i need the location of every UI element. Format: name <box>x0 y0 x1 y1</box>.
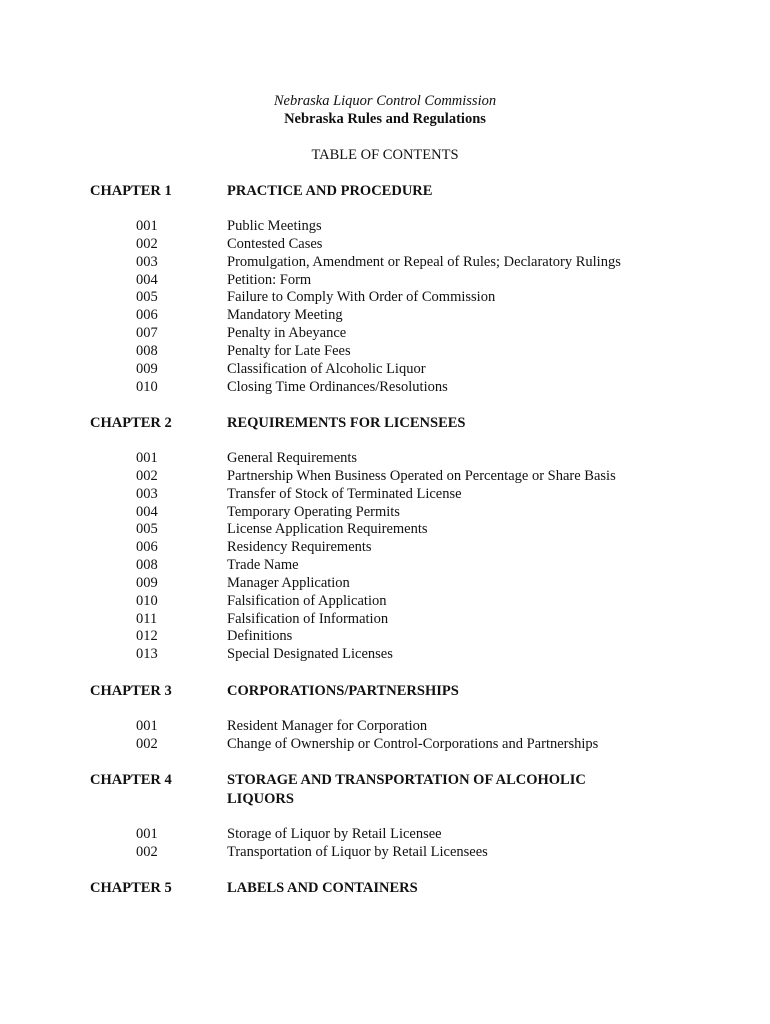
section-list <box>90 826 690 862</box>
section-title: Storage of Liquor by Retail Licensee <box>227 826 442 842</box>
section-row <box>90 539 690 557</box>
section-row <box>90 826 690 844</box>
section-title: Contested Cases <box>227 235 323 252</box>
chapter-number: CHAPTER 3 <box>90 683 172 699</box>
section-number: 004 <box>136 271 158 288</box>
document-title: Nebraska Rules and Regulations <box>284 111 486 127</box>
section-row <box>90 379 690 397</box>
section-row <box>90 611 690 629</box>
section-number: 006 <box>136 539 158 556</box>
section-number: 011 <box>136 610 158 627</box>
section-number: 003 <box>136 485 158 502</box>
section-number: 008 <box>136 557 158 574</box>
toc-heading: TABLE OF CONTENTS <box>311 147 459 163</box>
section-row <box>90 844 690 862</box>
section-title: Classification of Alcoholic Liquor <box>227 360 426 377</box>
section-row <box>90 468 690 486</box>
section-title: Definitions <box>227 628 293 645</box>
section-title: License Application Requirements <box>227 521 428 538</box>
section-title: Change of Ownership or Control-Corporations and Partnerships <box>227 735 599 752</box>
section-number: 002 <box>136 235 158 252</box>
section-title: Falsification of Application <box>227 592 387 609</box>
section-number: 009 <box>136 360 158 377</box>
chapter-title: STORAGE AND TRANSPORTATION OF ALCOHOLIC LIQUORS <box>227 772 586 807</box>
chapter-title: PRACTICE AND PROCEDURE <box>227 183 433 199</box>
section-list <box>90 218 690 396</box>
chapter-number: CHAPTER 5 <box>90 880 172 896</box>
section-title: Trade Name <box>227 557 299 574</box>
section-title: Promulgation, Amendment or Repeal of Rules; Declaratory Rulings <box>227 253 621 270</box>
section-title: Closing Time Ordinances/Resolutions <box>227 378 448 395</box>
section-title: General Requirements <box>227 450 358 466</box>
section-row <box>90 646 690 664</box>
section-title: Public Meetings <box>227 218 322 234</box>
section-number: 013 <box>136 646 158 663</box>
section-row <box>90 575 690 593</box>
agency-name: Nebraska Liquor Control Commission <box>273 93 497 109</box>
section-number: 010 <box>136 378 158 395</box>
section-title: Mandatory Meeting <box>227 307 343 324</box>
section-number: 001 <box>136 450 158 466</box>
section-row <box>90 307 690 325</box>
section-row <box>90 521 690 539</box>
section-number: 009 <box>136 574 158 591</box>
section-row <box>90 361 690 379</box>
section-number: 002 <box>136 735 158 752</box>
section-row <box>90 272 690 290</box>
section-row <box>90 593 690 611</box>
chapter-heading <box>90 682 690 701</box>
section-title: Penalty for Late Fees <box>227 342 351 359</box>
section-row <box>90 557 690 575</box>
section-list <box>90 718 690 754</box>
section-title: Residency Requirements <box>227 539 372 556</box>
chapter-5 <box>90 879 690 898</box>
section-title: Temporary Operating Permits <box>227 503 400 520</box>
section-row <box>90 343 690 361</box>
section-row <box>90 486 690 504</box>
section-number: 010 <box>136 592 158 609</box>
section-number: 003 <box>136 253 158 270</box>
section-row <box>90 325 690 343</box>
section-title: Transfer of Stock of Terminated License <box>227 485 462 502</box>
section-title: Petition: Form <box>227 271 312 288</box>
chapter-heading <box>90 771 690 809</box>
section-number: 001 <box>136 718 158 734</box>
chapter-3 <box>90 682 690 754</box>
chapter-number: CHAPTER 4 <box>90 772 172 788</box>
section-title: Resident Manager for Corporation <box>227 718 428 734</box>
chapter-number: CHAPTER 2 <box>90 415 172 431</box>
chapter-title: LABELS AND CONTAINERS <box>227 880 418 896</box>
section-number: 008 <box>136 342 158 359</box>
chapter-heading <box>90 414 690 433</box>
section-number: 005 <box>136 289 158 306</box>
section-number: 007 <box>136 325 158 342</box>
section-row <box>90 236 690 254</box>
section-title: Falsification of Information <box>227 610 389 627</box>
section-row <box>90 736 690 754</box>
chapter-title: CORPORATIONS/PARTNERSHIPS <box>227 683 459 699</box>
section-number: 012 <box>136 628 158 645</box>
chapter-title: REQUIREMENTS FOR LICENSEES <box>227 415 466 431</box>
section-number: 002 <box>136 467 158 484</box>
section-row <box>90 289 690 307</box>
chapter-4 <box>90 771 690 862</box>
section-number: 001 <box>136 826 158 842</box>
section-row <box>90 450 690 468</box>
section-row <box>90 218 690 236</box>
section-number: 006 <box>136 307 158 324</box>
section-title: Partnership When Business Operated on Percentage or Share Basis <box>227 467 616 484</box>
section-list <box>90 450 690 664</box>
section-number: 005 <box>136 521 158 538</box>
section-number: 002 <box>136 843 158 860</box>
section-title: Manager Application <box>227 574 350 591</box>
section-row <box>90 628 690 646</box>
chapter-1 <box>90 182 690 396</box>
section-row <box>90 254 690 272</box>
section-title: Transportation of Liquor by Retail Licensees <box>227 843 488 860</box>
chapter-heading <box>90 182 690 201</box>
section-number: 001 <box>136 218 158 234</box>
section-title: Special Designated Licenses <box>227 646 393 663</box>
section-title: Penalty in Abeyance <box>227 325 347 342</box>
chapter-number: CHAPTER 1 <box>90 183 172 199</box>
section-row <box>90 718 690 736</box>
chapter-heading <box>90 879 690 898</box>
section-title: Failure to Comply With Order of Commission <box>227 289 496 306</box>
section-number: 004 <box>136 503 158 520</box>
section-row <box>90 504 690 522</box>
chapter-2 <box>90 414 690 664</box>
